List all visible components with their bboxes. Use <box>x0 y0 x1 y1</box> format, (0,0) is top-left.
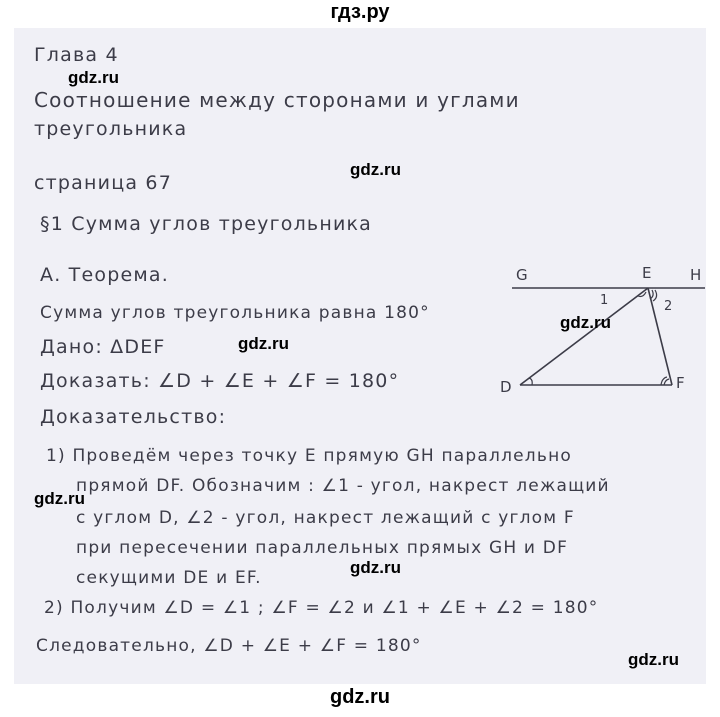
label-h: H <box>690 266 702 284</box>
page-reference: страница 67 <box>34 172 172 194</box>
label-g: G <box>516 266 528 284</box>
angle-d-arc <box>529 378 532 385</box>
proof-step-1-line-2: прямой DF. Обозначим : ∠1 - угол, накрест лежащий <box>76 476 610 496</box>
given: Дано: ΔDEF <box>40 336 166 358</box>
proof-step-1-line-1: 1) Проведём через точку E прямую GH параллельно <box>46 446 572 466</box>
proof-step-1-line-3: с углом D, ∠2 - угол, накрест лежащий с углом F <box>76 508 575 528</box>
watermark: gdz.ru <box>34 489 85 508</box>
proof-heading: Доказательство: <box>40 406 227 428</box>
watermark: gdz.ru <box>628 650 679 669</box>
label-angle-1: 1 <box>600 293 609 308</box>
watermark: gdz.ru <box>68 68 119 87</box>
to-prove: Доказать: ∠D + ∠E + ∠F = 180° <box>40 370 400 392</box>
label-d: D <box>500 378 512 396</box>
watermark: gdz.ru <box>238 334 289 353</box>
watermark: gdz.ru <box>350 160 401 179</box>
section-heading: §1 Сумма углов треугольника <box>40 213 373 235</box>
proof-step-1-line-5: секущими DE и EF. <box>76 568 262 588</box>
watermark: gdz.ru <box>560 313 611 332</box>
conclusion: Следовательно, ∠D + ∠E + ∠F = 180° <box>36 636 422 656</box>
label-angle-2: 2 <box>664 299 673 314</box>
angle-f-arcs <box>661 377 669 385</box>
topic-line-2: треугольника <box>34 118 188 140</box>
proof-step-1-line-4: при пересечении параллельных прямых GH и DF <box>76 538 569 558</box>
site-title: гдз.ру <box>330 1 390 23</box>
side-de <box>520 288 648 385</box>
theorem-statement: Сумма углов треугольника равна 180° <box>40 303 430 323</box>
theorem-heading: А. Теорема. <box>40 264 169 286</box>
label-f: F <box>676 374 685 392</box>
label-e: E <box>642 264 652 282</box>
chapter-heading: Глава 4 <box>34 44 119 66</box>
site-footer: gdz.ru <box>330 686 390 708</box>
topic-line-1: Соотношение между сторонами и углами <box>34 88 520 112</box>
proof-step-2: 2) Получим ∠D = ∠1 ; ∠F = ∠2 и ∠1 + ∠E + ∠2 = 180° <box>44 598 599 618</box>
watermark: gdz.ru <box>350 558 401 577</box>
